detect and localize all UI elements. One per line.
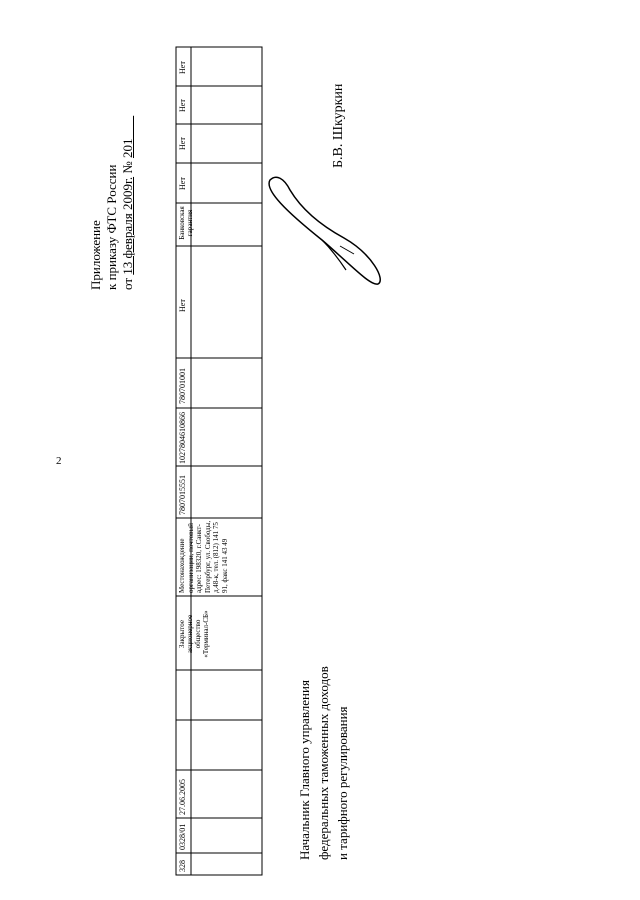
signer-position-line-2: федеральных таможенных доходов xyxy=(316,666,331,860)
signer-position-line-1: Начальник Главного управления xyxy=(297,680,312,860)
cell-registry-number: 0328/01 xyxy=(178,823,187,850)
cell-kpp: 780701001 xyxy=(178,368,187,404)
cell-inn: 7807015551 xyxy=(178,475,187,515)
cell-no-1: Нет xyxy=(178,299,187,312)
cell-date: 27.06.2005 xyxy=(178,779,187,815)
page-number: 2 xyxy=(56,455,62,467)
cell-no-4: Нет xyxy=(178,99,187,112)
cell-no-5: Нет xyxy=(178,61,187,74)
handwritten-signature xyxy=(262,168,387,293)
appendix-line-2: к приказу ФТС России xyxy=(104,164,119,290)
cell-ogrn: 1027804610866 xyxy=(178,412,187,464)
appendix-line-1: Приложение xyxy=(88,220,103,290)
cell-address: Местонахождение организации, почтовый адрес: 198320, г.Санкт-Петербург, ул. Свободы, д.48-к, тел. (812) 141 75 91, факс 141 43 49 xyxy=(178,520,229,593)
cell-guarantee: Банковская гарантия xyxy=(178,206,194,240)
signer-name: Б.В. Шкуркин xyxy=(331,83,346,168)
appendix-from: от xyxy=(120,277,135,290)
signer-position-line-3: и тарифного регулирования xyxy=(335,706,350,860)
appendix-date: 13 февраля 2009г. xyxy=(120,176,135,275)
appendix-num-sign: № xyxy=(120,161,135,174)
cell-no-2: Нет xyxy=(178,177,187,190)
cell-organization: Закрытое акционерное общество «Терминал-СБ» xyxy=(178,610,210,658)
cell-number: 328 xyxy=(178,860,187,872)
appendix-number: 201 xyxy=(120,138,135,159)
table-border xyxy=(176,47,262,875)
cell-no-3: Нет xyxy=(178,137,187,150)
